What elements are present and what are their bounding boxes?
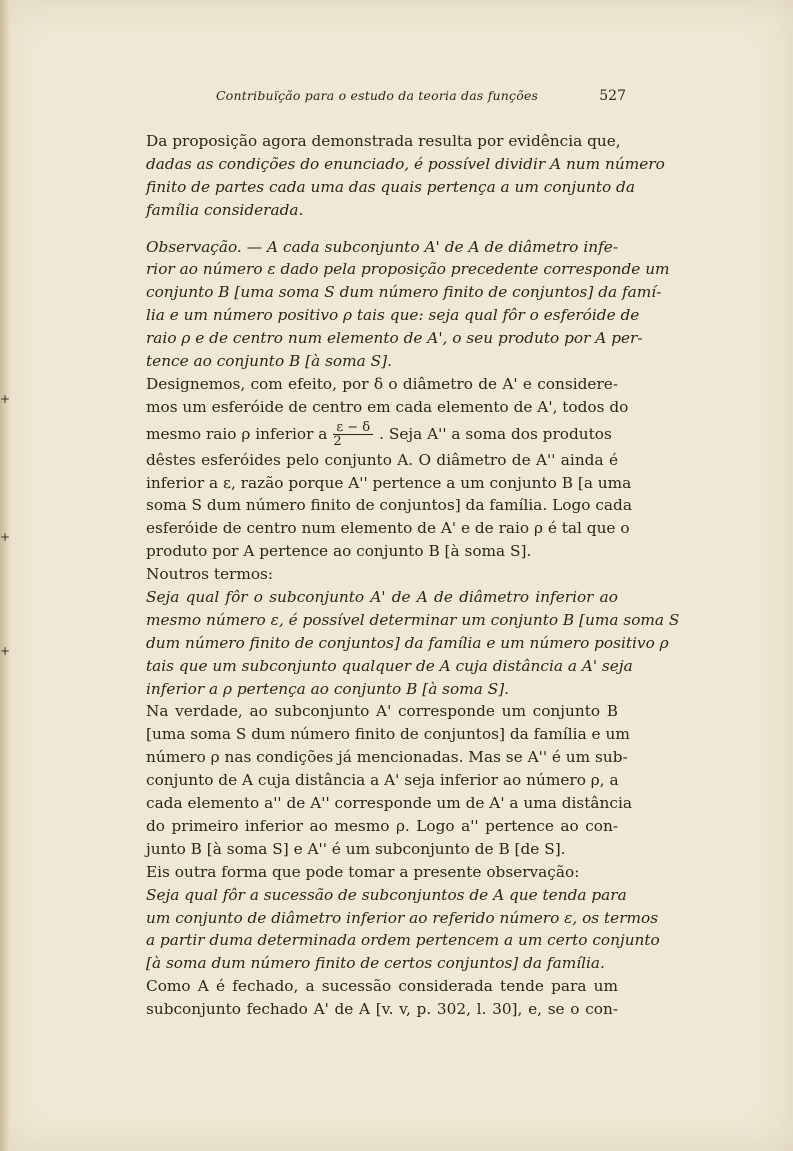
text-line: Observação. — A cada subconjunto A' de A de diâmetro infe- [146, 237, 618, 256]
text-line: Noutros termos: [146, 565, 274, 584]
text-line: Na verdade, ao subconjunto A' corresponde um conjunto B [146, 702, 618, 721]
text-line: do primeiro inferior ao mesmo ρ. Logo a'' pertence ao con- [146, 816, 618, 835]
text-line: [uma soma S dum número finito de conjuntos] da família e um [146, 725, 630, 744]
text-line: Seja qual fôr a sucessão de subconjuntos de A que tenda para [146, 885, 627, 904]
text-line: família considerada. [146, 200, 304, 219]
fraction-denominator: 2 [333, 434, 342, 450]
running-title: Contribuïção para o estudo da teoria das funções [216, 88, 539, 103]
text-line: produto por A pertence ao conjunto B [à soma S]. [146, 542, 532, 561]
text-line: Seja qual fôr o subconjunto A' de A de diâmetro inferior ao [146, 588, 618, 607]
margin-mark: + [0, 530, 11, 544]
text-line: Como A é fechado, a sucessão considerada tende para um [146, 977, 618, 996]
text-line: um conjunto de diâmetro inferior ao referido número ε, os termos [146, 908, 659, 927]
text-line: lia e um número positivo ρ tais que: seja qual fôr o esferóide de [146, 306, 640, 325]
text-line: tais que um subconjunto qualquer de A cuja distância a A' seja [146, 656, 633, 675]
page-body [146, 130, 680, 1021]
fraction-numerator: ε − δ [333, 421, 373, 435]
text-line: número ρ nas condições já mencionadas. Mas se A'' é um sub- [146, 748, 628, 767]
text-line-with-fraction [146, 419, 618, 449]
text-line: raio ρ e de centro num elemento de A', o seu produto por A per- [146, 329, 643, 348]
text-line: inferior a ε, razão porque A'' pertence a um conjunto B [a uma [146, 473, 632, 492]
text-line: [à soma dum número finito de certos conjuntos] da família. [146, 954, 605, 973]
line-segment: . Seja A'' a soma dos produtos [379, 424, 612, 443]
text-line: conjunto B [uma soma S dum número finito de conjuntos] da famí- [146, 283, 662, 302]
text-line: cada elemento a'' de A'' corresponde um de A' a uma distância [146, 794, 632, 813]
text-line: dêstes esferóides pelo conjunto A. O diâmetro de A'' ainda é [146, 450, 618, 469]
text-line: dum número finito de conjuntos] da família e um número positivo ρ [146, 633, 669, 652]
text-line: subconjunto fechado A' de A [v. v, p. 302, l. 30], e, se o con- [146, 1000, 618, 1019]
text-line: tence ao conjunto B [à soma S]. [146, 352, 392, 371]
text-line: Designemos, com efeito, por δ o diâmetro de A' e considere- [146, 374, 618, 393]
fraction [333, 421, 373, 448]
margin-mark: + [0, 392, 11, 406]
page-number: 527 [599, 88, 626, 104]
line-segment: mesmo raio ρ inferior a [146, 424, 328, 443]
text-line: finito de partes cada uma das quais pertença a um conjunto da [146, 177, 635, 196]
text-line: mesmo número ε, é possível determinar um conjunto B [uma soma S [146, 610, 680, 629]
text-line: soma S dum número finito de conjuntos] da família. Logo cada [146, 496, 632, 515]
text-line: mos um esferóide de centro em cada elemento de A', todos do [146, 397, 629, 416]
text-line: junto B [à soma S] e A'' é um subconjunto de B [de S]. [146, 839, 566, 858]
text-line: esferóide de centro num elemento de A' e de raio ρ é tal que o [146, 519, 630, 538]
text-line: a partir duma determinada ordem pertencem a um certo conjunto [146, 931, 660, 950]
page-binding-edge [0, 0, 10, 1151]
text-line: Da proposição agora demonstrada resulta por evidência que, [146, 132, 621, 150]
margin-mark: + [0, 644, 11, 658]
text-line: Eis outra forma que pode tomar a presente observação: [146, 862, 580, 881]
text-line: rior ao número ε dado pela proposição precedente corresponde um [146, 260, 670, 279]
text-line: conjunto de A cuja distância a A' seja inferior ao número ρ, a [146, 771, 619, 790]
text-line: dadas as condições do enunciado, é possível dividir A num número [146, 154, 665, 173]
text-line: inferior a ρ pertença ao conjunto B [à soma S]. [146, 679, 510, 698]
page-header [146, 88, 626, 110]
